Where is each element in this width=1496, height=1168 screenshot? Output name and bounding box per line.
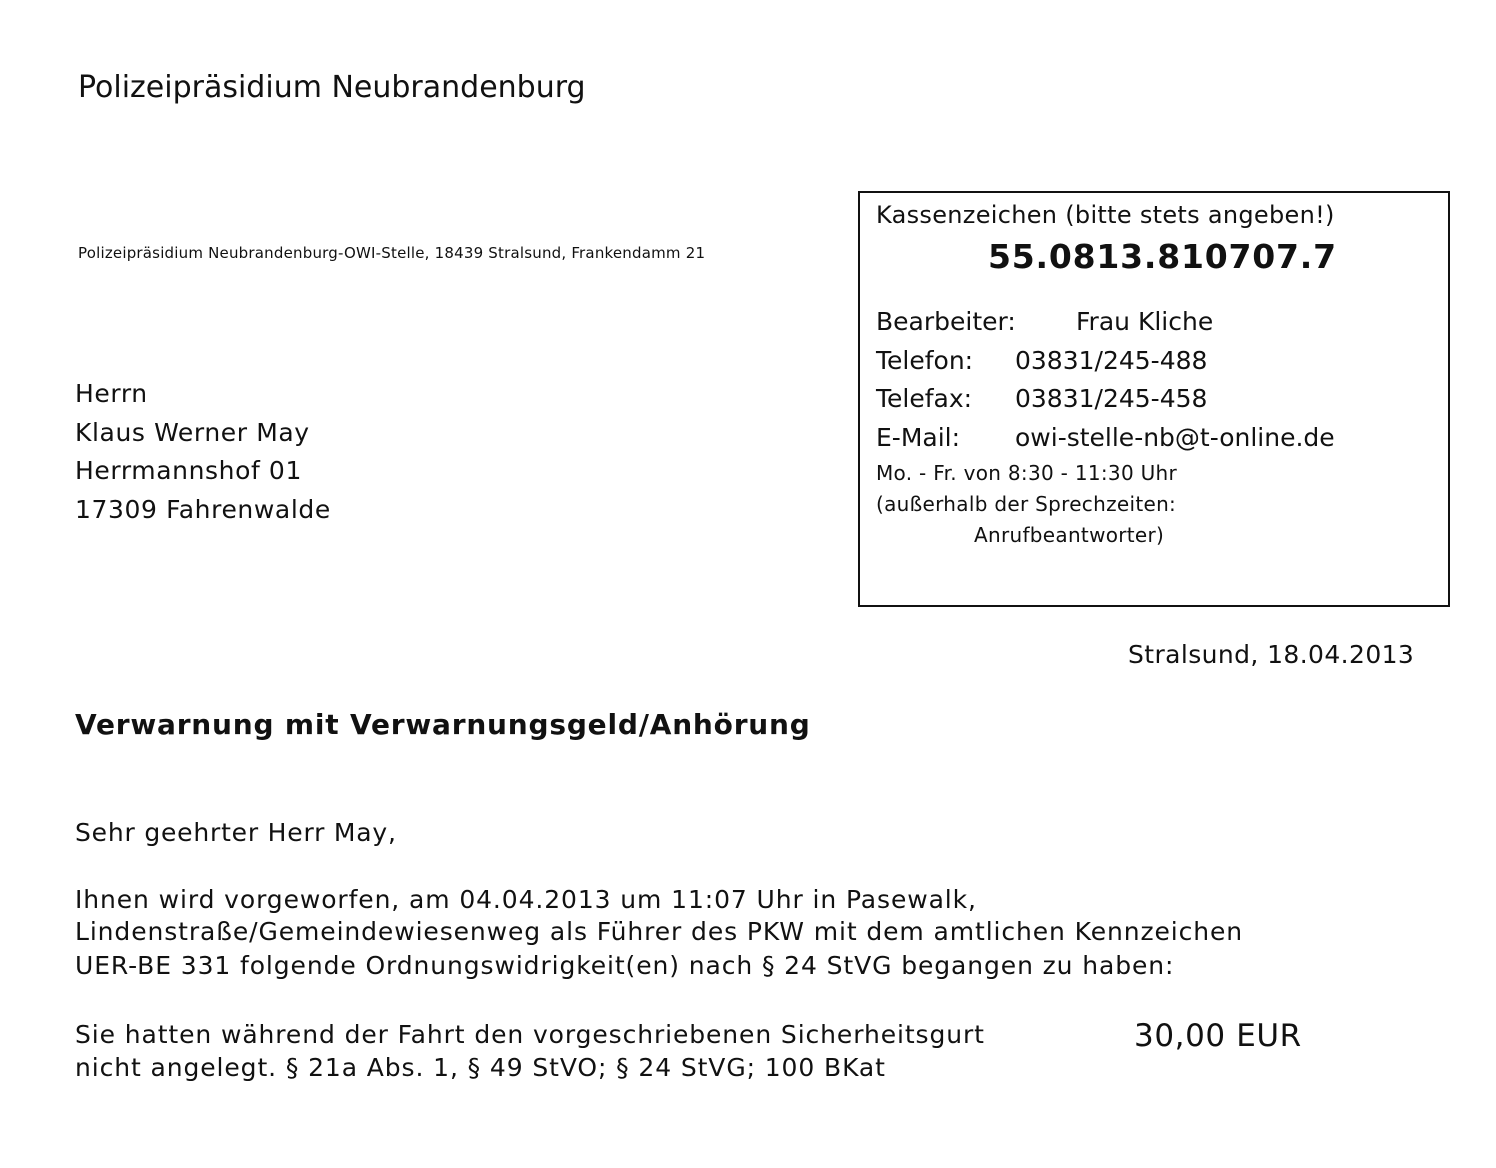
telefax-label: Telefax: xyxy=(876,384,973,413)
telefax-value: 03831/245-458 xyxy=(1015,384,1208,413)
telefon-label: Telefon: xyxy=(876,346,974,375)
paragraph-line: Lindenstraße/Gemeindewiesenweg als Führer des PKW mit dem amtlichen Kennzeichen xyxy=(75,917,1244,946)
recipient-name: Klaus Werner May xyxy=(75,418,310,447)
bearbeiter-label: Bearbeiter: xyxy=(876,307,1016,336)
offense-line: nicht angelegt. § 21a Abs. 1, § 49 StVO; § 24 StVG; 100 BKat xyxy=(75,1053,886,1082)
office-hours-note: (außerhalb der Sprechzeiten: xyxy=(876,492,1177,516)
place-date: Stralsund, 18.04.2013 xyxy=(1128,640,1415,669)
recipient-street: Herrmannshof 01 xyxy=(75,456,302,485)
greeting: Sehr geehrter Herr May, xyxy=(75,818,397,847)
recipient-salutation: Herrn xyxy=(75,379,148,408)
office-hours: Mo. - Fr. von 8:30 - 11:30 Uhr xyxy=(876,461,1178,485)
kassenzeichen-header: Kassenzeichen (bitte stets angeben!) xyxy=(876,201,1335,229)
recipient-city: 17309 Fahrenwalde xyxy=(75,495,331,524)
offense-line: Sie hatten während der Fahrt den vorgeschriebenen Sicherheitsgurt xyxy=(75,1020,985,1049)
telefon-value: 03831/245-488 xyxy=(1015,346,1208,375)
letter-subject: Verwarnung mit Verwarnungsgeld/Anhörung xyxy=(75,708,811,741)
paragraph-line: UER-BE 331 folgende Ordnungswidrigkeit(en) nach § 24 StVG begangen zu haben: xyxy=(75,951,1175,980)
reference-info-box xyxy=(858,191,1450,607)
email-value: owi-stelle-nb@t-online.de xyxy=(1015,423,1335,452)
return-address-line: Polizeipräsidium Neubrandenburg-OWI-Stelle, 18439 Stralsund, Frankendamm 21 xyxy=(78,244,706,262)
paragraph-line: Ihnen wird vorgeworfen, am 04.04.2013 um 11:07 Uhr in Pasewalk, xyxy=(75,885,977,914)
sender-title: Polizeipräsidium Neubrandenburg xyxy=(78,70,586,105)
fine-amount: 30,00 EUR xyxy=(1134,1018,1302,1054)
kassenzeichen-number: 55.0813.810707.7 xyxy=(988,237,1337,276)
bearbeiter-value: Frau Kliche xyxy=(1076,307,1214,336)
answering-machine-note: Anrufbeantworter) xyxy=(974,523,1165,547)
email-label: E-Mail: xyxy=(876,423,961,452)
